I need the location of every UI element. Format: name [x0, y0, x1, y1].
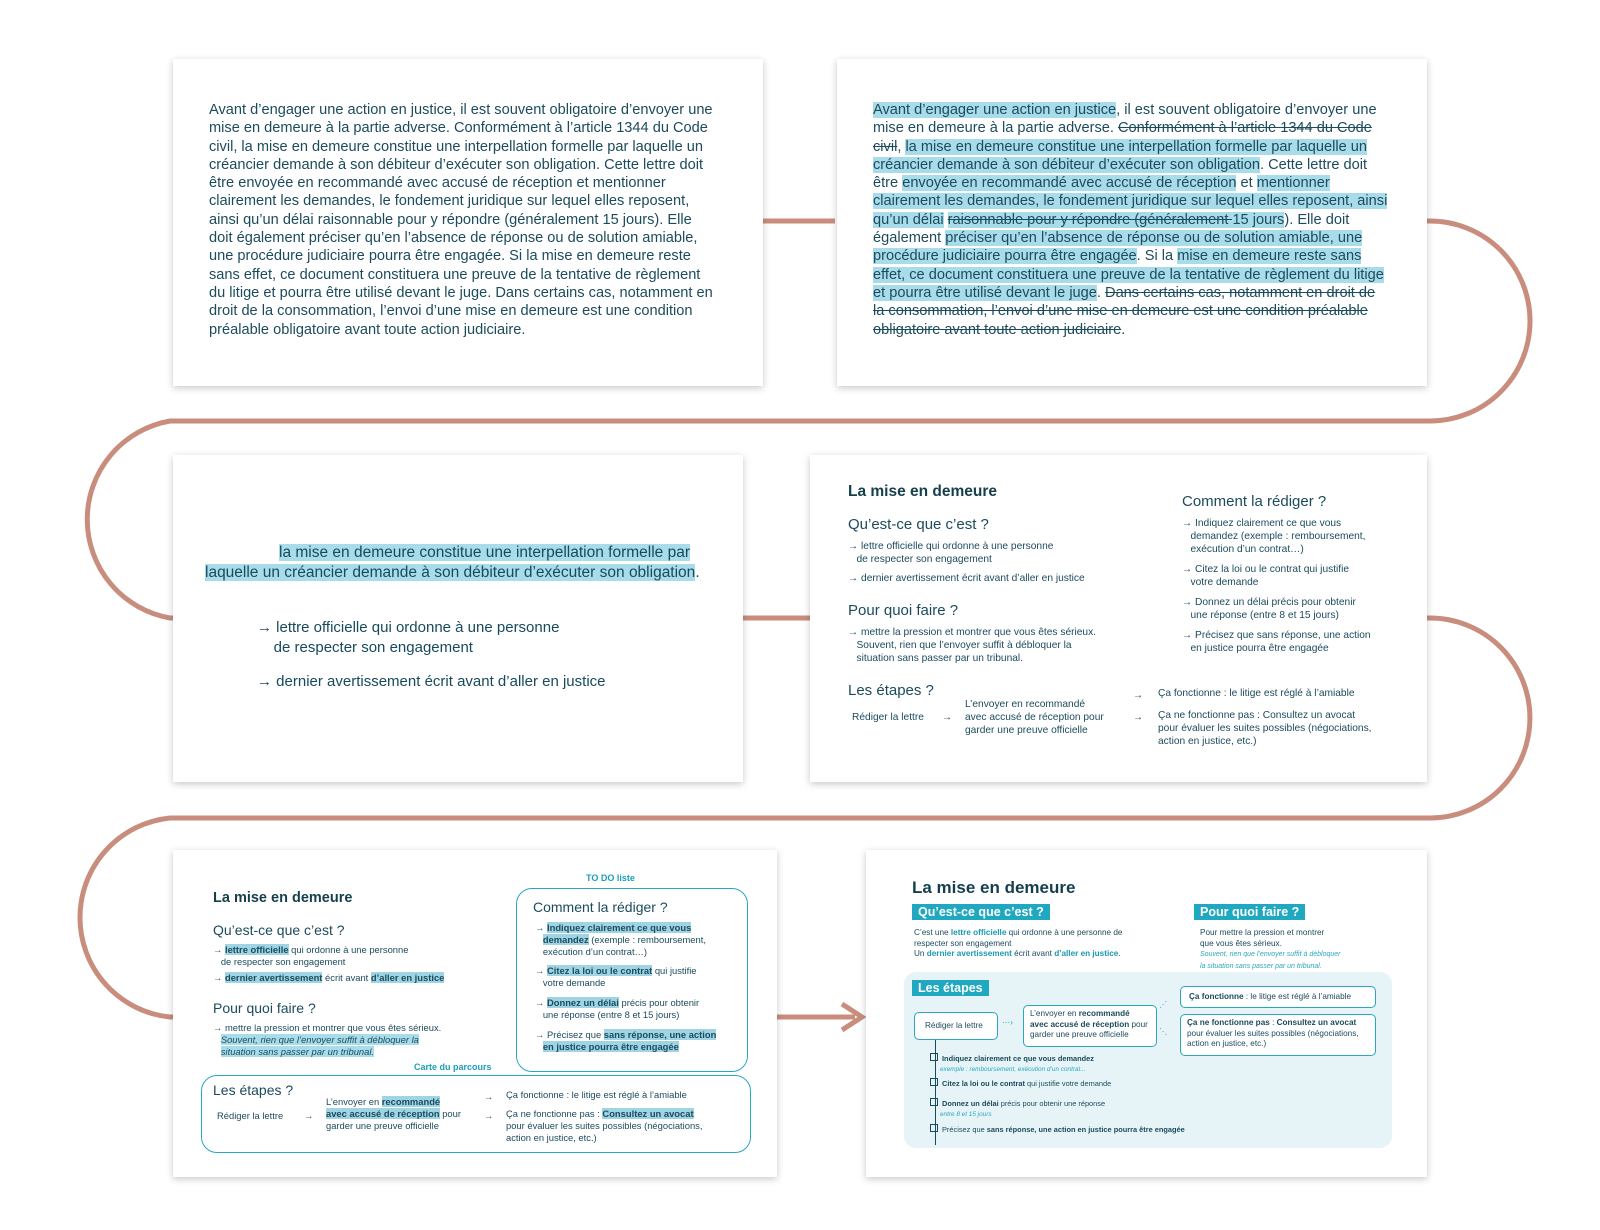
section-badge: Qu’est-ce que c’est ? — [912, 904, 1050, 920]
arrow-icon: ⋱ — [1159, 1027, 1168, 1036]
bullet-item: → dernier avertissement écrit avant d’aller en justice — [848, 573, 1085, 584]
step-node-failure: Ça ne fonctionne pas : Consultez un avocat pour évaluer les suites possibles (négociations, action en justice, etc.) — [1180, 1014, 1376, 1056]
bullet-item: → lettre officielle qui ordonne à une personne de respecter son engagement — [848, 541, 1054, 565]
section-heading: Qu’est-ce que c’est ? — [848, 516, 989, 533]
arrow-icon: → — [1182, 597, 1196, 608]
bullet-item: → Citez la loi ou le contrat qui justifie votre demande — [1182, 564, 1350, 588]
key-quote: la mise en demeure constitue une interpellation formelle par laquelle un créancier demande à son débiteur d’exécuter son obligation. — [205, 544, 700, 581]
section-heading: Les étapes ? — [848, 682, 934, 699]
checkbox-icon[interactable] — [930, 1098, 938, 1106]
arrow-icon: ⋯› — [1002, 1018, 1013, 1027]
section-badge: Pour quoi faire ? — [1194, 904, 1305, 920]
section-heading: Qu’est-ce que c’est ? — [213, 922, 345, 938]
step-node-2: L’envoyer en recommandé avec accusé de réception pour garder une preuve officielle — [1023, 1005, 1157, 1047]
definition-text: C’est une lettre officielle qui ordonne à une personne de respecter son engagement Un dernier avertissement écrit avant d’aller en justice. — [914, 928, 1123, 958]
checkbox-icon[interactable] — [930, 1053, 938, 1061]
step-node-success: Ça fonctionne : le litige est réglé à l’amiable — [1180, 986, 1376, 1008]
todo-item: → Citez la loi ou le contrat qui justifie votre demande — [535, 965, 697, 988]
checkbox-icon[interactable] — [930, 1078, 938, 1086]
highlighted-text: Avant d’engager une action en justice — [873, 102, 1117, 118]
arrow-icon: → — [848, 541, 862, 552]
todo-tag: TO DO liste — [586, 873, 635, 883]
arrow-icon: → — [535, 997, 547, 1008]
todo-item: → Précisez que sans réponse, une action en justice pourra être engagée — [535, 1029, 717, 1052]
bullet-item: → mettre la pression et montrer que vous êtes sérieux. Souvent, rien que l’envoyer suffit à débloquer la situation sans passer par un tribunal. — [848, 627, 1097, 664]
purpose-text: Pour mettre la pression et montrer que vous êtes sérieux. Souvent, rien que l’envoyer suffit à débloquer la situation sans passer par un tribunal. — [1200, 928, 1341, 970]
arrow-icon: → — [213, 972, 225, 983]
highlighted-text: mentionner clairement les demandes, le fondement juridique sur lequel elles reposent, ainsi qu’un délai — [873, 175, 1388, 228]
arrow-icon: → — [848, 627, 862, 638]
bullet-item: → Indiquez clairement ce que vous demandez (exemple : remboursement, exécution d’un contrat…) — [1182, 518, 1366, 555]
arrow-icon: → — [1182, 564, 1196, 575]
checklist-item: Indiquez clairement ce que vous demandez exemple : remboursement, exécution d’un contrat... — [930, 1053, 1094, 1074]
outline-title: La mise en demeure — [848, 483, 998, 500]
key-bullet: → lettre officielle qui ordonne à une personne de respecter son engagement — [257, 619, 560, 656]
outline-title: La mise en demeure — [213, 890, 353, 906]
step-outcome-success: Ça fonctionne : le litige est réglé à l’amiable — [506, 1089, 687, 1100]
checklist-item: Donnez un délai précis pour obtenir une réponse entre 8 et 15 jours — [930, 1098, 1105, 1119]
step-outcome-failure: Ça ne fonctionne pas : Consultez un avocat pour évaluer les suites possibles (négociations, action en justice, etc.) — [1158, 710, 1372, 747]
highlighted-text: mise en demeure reste sans effet, ce document constituera une preuve de la tentative de règlement du litige et pourra être utilisé devant le juge — [873, 248, 1384, 301]
arrow-icon: ⋰ — [1159, 1000, 1168, 1009]
annotated-paragraph: Avant d’engager une action en justice, il est souvent obligatoire d’envoyer une mise en demeure à la partie adverse. Conformément à l’article 1344 du Code civil, la mise en demeure constitue une interpellation formelle par laquelle un créancier demande à son débiteur d’exécuter son obligation. Cette lettre doit être envoyée en recommandé avec accusé de réception et mentionner clairement les demandes, le fondement juridique sur lequel elles reposent, ainsi qu’un délai raisonnable pour y répondre (généralement 15 jours). Elle doit également préciser qu’en l’absence de réponse ou de solution amiable, une procédure judiciaire pourra être engagée. Si la mise en demeure reste sans effet, ce document constituera une preuve de la tentative de règlement du litige et pourra être utilisé devant le juge. Dans certains cas, notamment en droit de la consommation, l’envoi d’une mise en demeure est une condition préalable obligatoire avant toute action judiciaire. — [873, 102, 1388, 338]
card-final-design — [866, 850, 1427, 1177]
arrow-icon: → — [535, 922, 547, 933]
step-node-1: Rédiger la lettre — [914, 1012, 998, 1040]
bullet-item: → Précisez que sans réponse, une action en justice pourra être engagée — [1182, 630, 1371, 654]
card-key-points — [173, 455, 743, 782]
section-heading: Pour quoi faire ? — [213, 1000, 316, 1016]
arrow-icon: → — [213, 944, 225, 955]
section-heading: Les étapes ? — [213, 1082, 294, 1098]
highlighted-text: la mise en demeure constitue une interpellation formelle par laquelle un créancier demande à son débiteur d’exécuter son obligation — [873, 138, 1368, 173]
step-outcome-failure: Ça ne fonctionne pas : Consultez un avocat pour évaluer les suites possibles (négociations, action en justice, etc.) — [506, 1108, 703, 1143]
section-heading: Comment la rédiger ? — [533, 899, 668, 915]
key-bullet: → dernier avertissement écrit avant d’aller en justice — [257, 673, 606, 690]
section-badge: Les étapes — [912, 980, 989, 996]
arrow-icon: → — [1133, 712, 1144, 723]
struck-text: raisonnable pour y répondre (généralement — [947, 211, 1233, 228]
card-annotated-text — [837, 59, 1427, 386]
section-heading: Pour quoi faire ? — [848, 602, 959, 619]
final-title: La mise en demeure — [912, 878, 1076, 897]
paragraph-text: Avant d’engager une action en justice, il est souvent obligatoire d’envoyer une mise en demeure à la partie adverse. Conformément à l’article 1344 du Code civil, la mise en demeure constitue une interpellation formelle par laquelle un créancier demande à son débiteur d’exécuter son obligation. Cette lettre doit être envoyée en recommandé avec accusé de réception et mentionner clairement les demandes, le fondement juridique sur lequel elles reposent, ainsi qu’un délai raisonnable pour y répondre (généralement 15 jours). Elle doit également préciser qu’en l’absence de réponse ou de solution amiable, une procédure judiciaire pourra être engagée. Si la mise en demeure reste sans effet, ce document constituera une preuve de la tentative de règlement du litige et pourra être utilisé devant le juge. Dans certains cas, notamment en droit de la consommation, l’envoi d’une mise en demeure est une condition préalable obligatoire avant toute action judiciaire. — [209, 102, 713, 338]
todo-item: → Donnez un délai précis pour obtenir une réponse (entre 8 et 15 jours) — [535, 997, 700, 1020]
step-2: L’envoyer en recommandé avec accusé de réception pour garder une preuve officielle — [326, 1096, 461, 1131]
arrow-icon: → — [1182, 630, 1196, 641]
bullet-item: → dernier avertissement écrit avant d’aller en justice — [213, 972, 445, 983]
arrow-icon: → — [484, 1091, 494, 1102]
arrow-icon: → — [257, 673, 277, 690]
step-outcome-success: Ça fonctionne : le litige est réglé à l’amiable — [1158, 688, 1355, 699]
arrow-icon: → — [213, 1022, 225, 1033]
highlighted-text: 15 jours — [1232, 211, 1285, 228]
struck-text: Dans certains cas, notamment en droit de la consommation, l’envoi d’une mise en demeure est une condition préalable obligatoire avant toute action judiciaire — [873, 284, 1376, 338]
highlighted-text: envoyée en recommandé avec accusé de réception — [902, 175, 1237, 192]
card-grouped-outline — [173, 850, 777, 1177]
checkbox-icon[interactable] — [930, 1124, 938, 1132]
step-1: Rédiger la lettre — [217, 1110, 284, 1121]
arrow-icon: → — [1182, 518, 1196, 529]
step-1: Rédiger la lettre — [852, 712, 924, 723]
checklist-item: Précisez que sans réponse, une action en justice pourra être engagée — [930, 1124, 1185, 1135]
arrow-icon: → — [257, 619, 277, 636]
checklist-item: Citez la loi ou le contrat qui justifie votre demande — [930, 1078, 1111, 1089]
arrow-icon: → — [848, 573, 862, 584]
arrow-icon: → — [535, 1029, 547, 1040]
arrow-icon: → — [535, 965, 547, 976]
bullet-item: → mettre la pression et montrer que vous êtes sérieux. Souvent, rien que l’envoyer suffit à débloquer la situation sans passer par un tribunal. — [213, 1022, 442, 1057]
card-raw-text — [173, 59, 763, 386]
bullet-item: → lettre officielle qui ordonne à une personne de respecter son engagement — [213, 944, 409, 967]
section-heading: Comment la rédiger ? — [1182, 493, 1327, 510]
struck-text: Conformément à l’article 1344 du Code civil — [873, 120, 1372, 155]
highlighted-text: préciser qu’en l’absence de réponse ou de solution amiable, une procédure judiciaire pourra être engagée — [873, 230, 1363, 265]
arrow-icon: → — [1133, 690, 1144, 701]
bullet-item: → Donnez un délai précis pour obtenir une réponse (entre 8 et 15 jours) — [1182, 597, 1356, 621]
card-structured-outline — [810, 455, 1427, 782]
step-2: L’envoyer en recommandé avec accusé de réception pour garder une preuve officielle — [965, 699, 1104, 736]
map-tag: Carte du parcours — [414, 1062, 492, 1072]
arrow-icon: → — [484, 1110, 494, 1121]
arrow-icon: → — [942, 712, 953, 723]
todo-item: → Indiquez clairement ce que vous demandez (exemple : remboursement, exécution d’un contrat…) — [535, 922, 706, 957]
arrow-icon: → — [304, 1110, 314, 1121]
